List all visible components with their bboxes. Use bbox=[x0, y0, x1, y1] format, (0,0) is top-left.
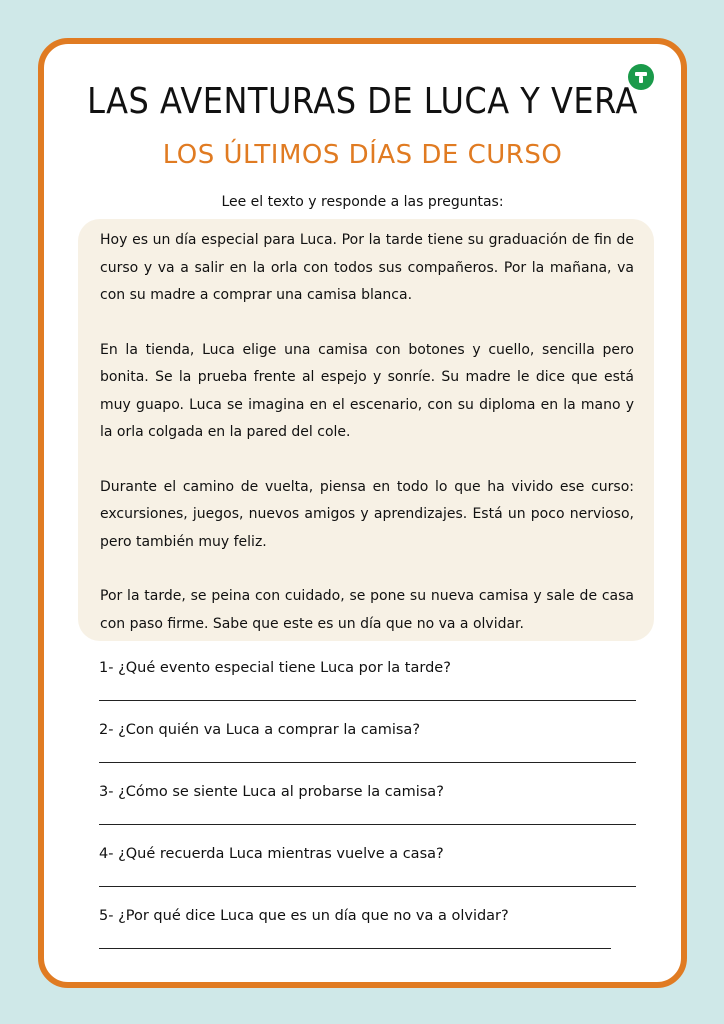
reading-paragraph-3: Durante el camino de vuelta, piensa en todo lo que ha vivido ese curso: excursiones, juegos, nuevos amigos y aprendizajes. Está un poco nervioso, pero también muy feliz. bbox=[100, 478, 634, 550]
question-5: 5- ¿Por qué dice Luca que es un día que no va a olvidar? bbox=[99, 908, 509, 924]
answer-line-1[interactable] bbox=[99, 700, 636, 701]
reading-passage bbox=[78, 219, 654, 641]
question-3: 3- ¿Cómo se siente Luca al probarse la camisa? bbox=[99, 784, 444, 800]
worksheet-page bbox=[38, 38, 687, 988]
reading-paragraph-1: Hoy es un día especial para Luca. Por la tarde tiene su graduación de fin de curso y va a salir en la orla con todos sus compañeros. Por la mañana, va con su madre a comprar una camisa blanca. bbox=[100, 232, 634, 303]
reading-paragraph-2: En la tienda, Luca elige una camisa con botones y cuello, sencilla pero bonita. Se la prueba frente al espejo y sonríe. Su madre le dice que está muy guapo. Luca se imagina en el escenario, con su diploma en la mano y la orla colgada en la pared del cole. bbox=[100, 341, 634, 440]
question-2: 2- ¿Con quién va Luca a comprar la camisa? bbox=[99, 722, 421, 738]
question-4: 4- ¿Qué recuerda Luca mientras vuelve a casa? bbox=[99, 846, 444, 862]
page-subtitle: LOS ÚLTIMOS DÍAS DE CURSO bbox=[162, 140, 563, 170]
instruction-text: Lee el texto y responde a las preguntas: bbox=[221, 194, 504, 210]
answer-line-4[interactable] bbox=[99, 886, 636, 887]
answer-line-3[interactable] bbox=[99, 824, 636, 825]
answer-line-5[interactable] bbox=[99, 948, 611, 949]
answer-line-2[interactable] bbox=[99, 762, 636, 763]
question-1: 1- ¿Qué evento especial tiene Luca por la tarde? bbox=[99, 660, 451, 676]
reading-paragraph-4: Por la tarde, se peina con cuidado, se pone su nueva camisa y sale de casa con paso firme. Sabe que este es un día que no va a olvidar. bbox=[100, 588, 634, 632]
page-title: LAS AVENTURAS DE LUCA Y VERA bbox=[87, 80, 638, 122]
